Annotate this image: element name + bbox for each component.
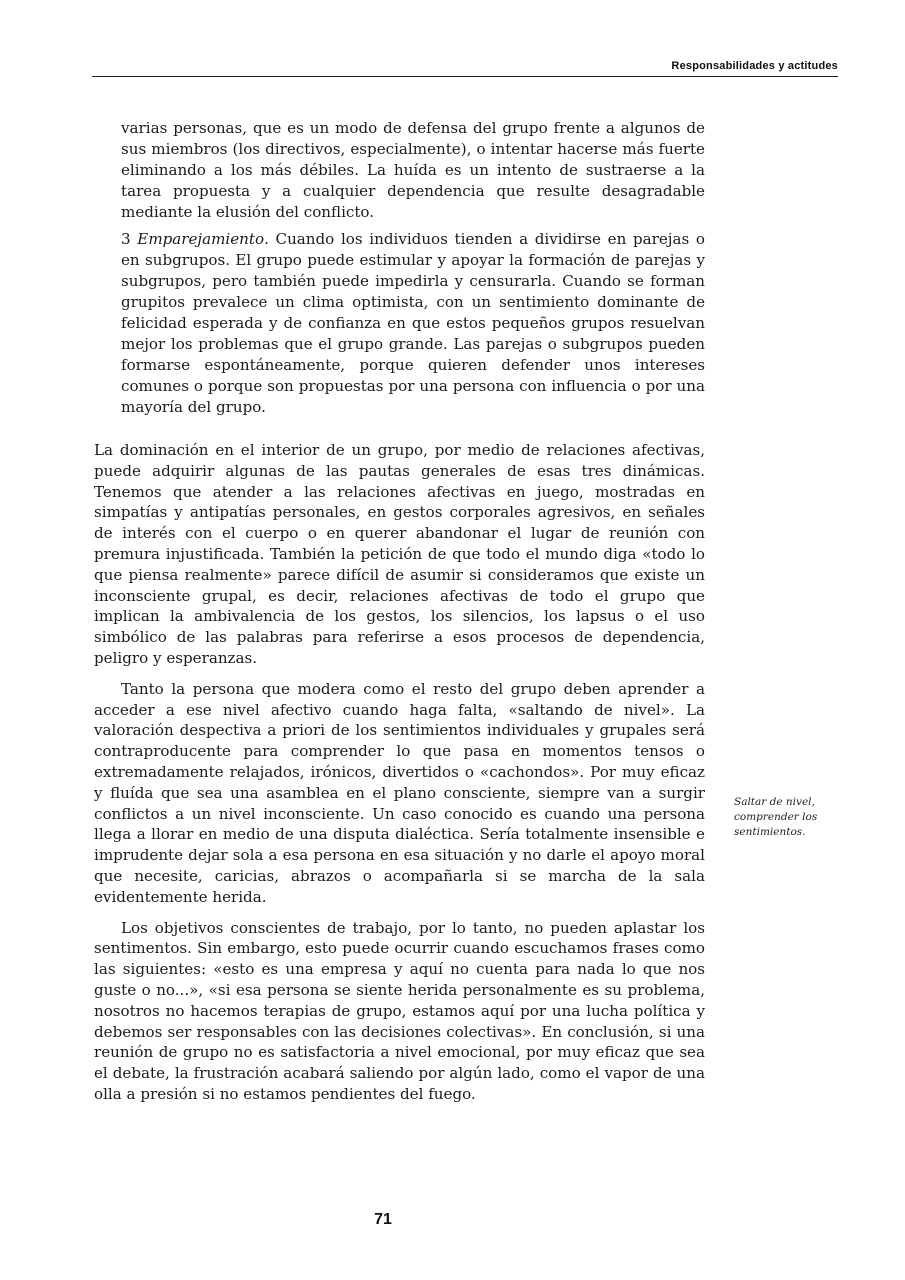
- list-item-number: 3: [121, 230, 131, 248]
- list-item-text: . Cuando los individuos tienden a dividirse en parejas o en subgrupos. El grupo puede estimular y apoyar la formación de parejas y subgrupos, pero también puede impedirla y censurarla. Cuando se forman grupitos prevalece un clima optimista, con un sentimiento dominante de felicidad esperada y de confianza en que estos pequeños grupos resuelvan mejor los problemas que el grupo grande. Las parejas o subgrupos pueden formarse espontáneamente, porque quieren defender unos intereses comunes o porque son propuestas por una persona con influencia o por una mayoría del grupo.: [121, 230, 705, 416]
- list-item-term: Emparejamiento: [137, 230, 265, 248]
- list-continuation-paragraph: varias personas, que es un modo de defensa del grupo frente a algunos de sus miembros (los directivos, especialmente), o intentar hacerse más fuerte eliminando a los más débiles. La huída es un intento de sustraerse a la tarea propuesta y a cualquier dependencia que resulte desagradable mediante la elusión del conflicto.: [121, 119, 705, 221]
- indented-list-block: [121, 118, 705, 418]
- body-paragraph-1: La dominación en el interior de un grupo, por medio de relaciones afectivas, puede adquirir algunas de las pautas generales de esas tres dinámicas. Tenemos que atender a las relaciones afectivas en juego, mostradas en simpatías y antipatías personales, en gestos corporales agresivos, en señales de interés con el cuerpo o en querer abandonar el lugar de reunión con premura injustificada. También la petición de que todo el mundo diga «todo lo que piensa realmente» parece difícil de asumir si consideramos que existe un inconsciente grupal, es decir, relaciones afectivas de todo el grupo que implican la ambivalencia de los gestos, los silencios, los lapsus o el uso simbólico de las palabras para referirse a esos procesos de dependencia, peligro y esperanzas.: [94, 441, 705, 667]
- margin-note: Saltar de nivel, comprender los sentimientos.: [734, 796, 818, 838]
- running-header: Responsabilidades y actitudes: [671, 60, 838, 72]
- main-body-text: [94, 440, 705, 1105]
- body-paragraph-3: Los objetivos conscientes de trabajo, por lo tanto, no pueden aplastar los sentimentos. Sin embargo, esto puede ocurrir cuando escuchamos frases como las siguientes: «esto es una empresa y aquí no cuenta para nada lo que nos guste o no...», «si esa persona se siente herida personalmente es su problema, nosotros no hacemos terapias de grupo, estamos aquí por una lucha política y debemos ser responsables con las decisiones colectivas». En conclusión, si una reunión de grupo no es satisfactoria a nivel emocional, por muy eficaz que sea el debate, la frustración acabará saliendo por algún lado, como el vapor de una olla a presión si no estamos pendientes del fuego.: [94, 918, 705, 1103]
- body-paragraph-2: Tanto la persona que modera como el resto del grupo deben aprender a acceder a ese nivel afectivo cuando haga falta, «saltando de nivel». La valoración despectiva a priori de los sentimientos individuales y grupales será contraproducente para comprender lo que pasa en momentos tensos o extremadamente relajados, irónicos, divertidos o «cachondos». Por muy eficaz y fluída que sea una asamblea en el plano consciente, siempre van a surgir conflictos a un nivel inconsciente. Un caso conocido es cuando una persona llega a llorar en medio de una disputa dialéctica. Sería totalmente insensible e imprudente dejar sola a esa persona en esa situación y no darle el apoyo moral que necesite, caricias, abrazos o acompañarla si se marcha de la sala evidentemente herida.: [94, 679, 705, 906]
- list-item-emparejamiento: [121, 229, 705, 418]
- header-divider: [92, 76, 838, 77]
- page-number: 71: [374, 1211, 392, 1228]
